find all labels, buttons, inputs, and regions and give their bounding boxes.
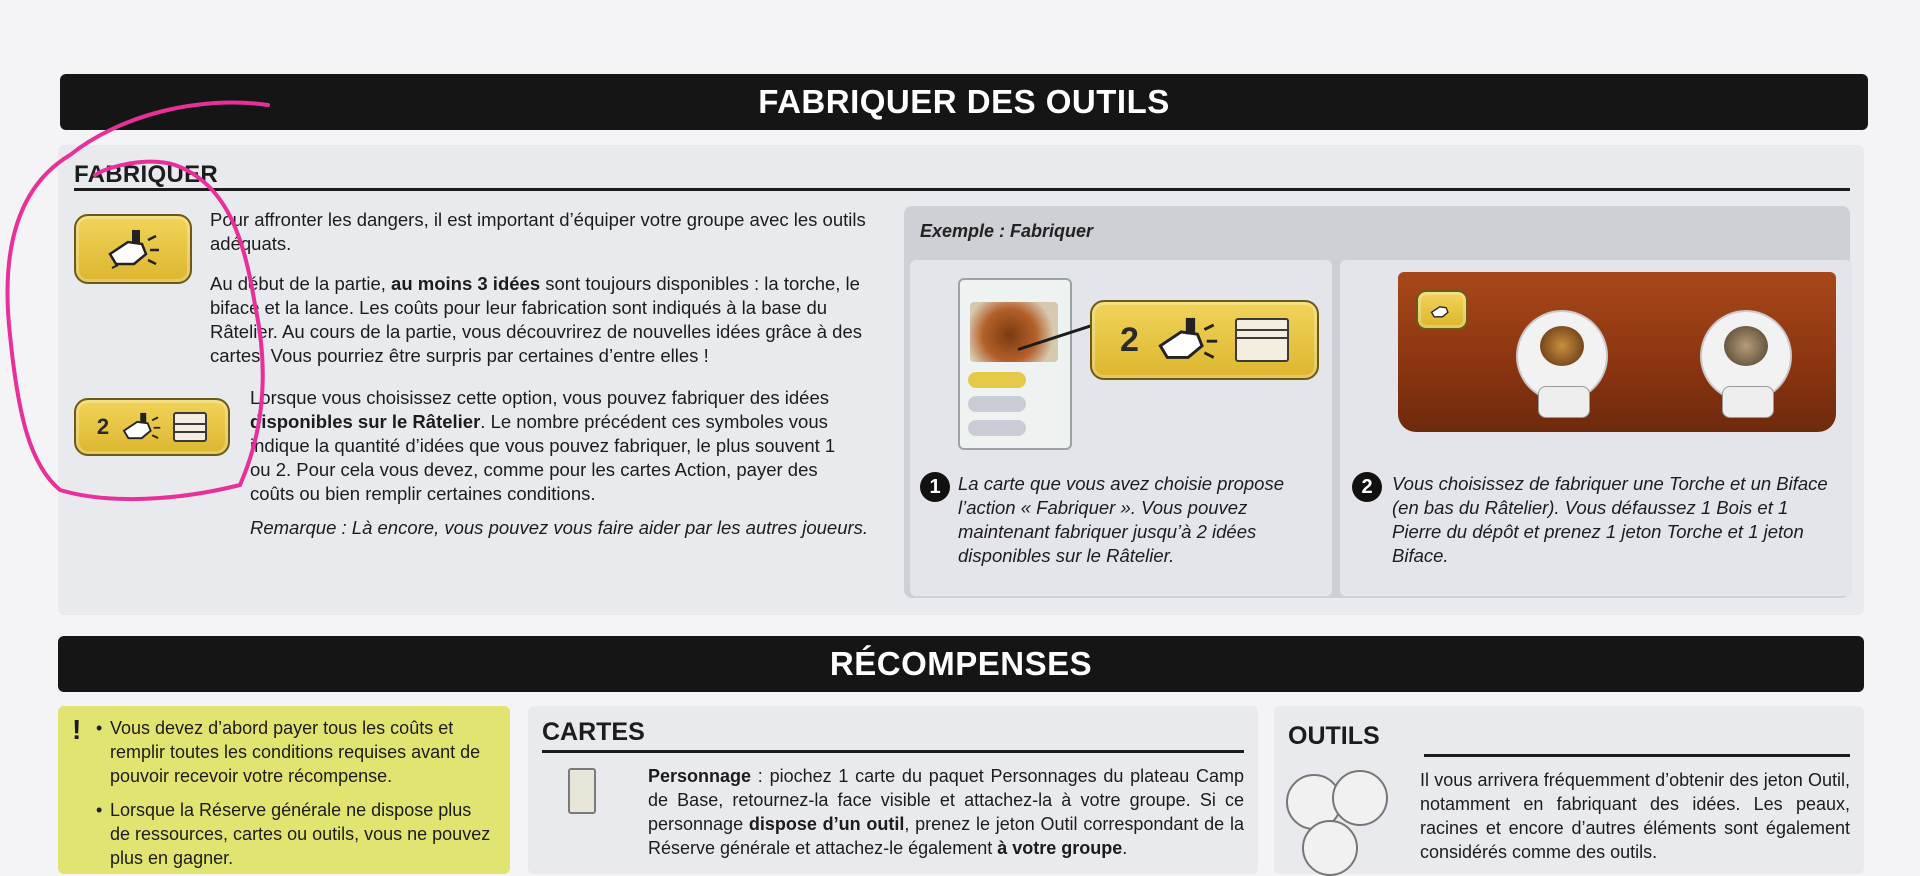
bullet-dot: • xyxy=(96,718,103,738)
torch-cost-chip xyxy=(1538,386,1590,418)
fabriquer-paragraph-1 xyxy=(210,208,890,256)
example-craft-token xyxy=(1090,300,1319,380)
fabriquer-p1-text: Pour affronter les dangers, il est important d’équiper votre groupe avec les outils adéquats. xyxy=(210,209,866,254)
warning-bullet-1 xyxy=(96,716,494,788)
craft-token-number: 2 xyxy=(96,414,110,439)
biface-cost-chip xyxy=(1722,386,1774,418)
outils-title-rule xyxy=(1424,754,1850,757)
bullet-dot: • xyxy=(96,800,103,820)
cartes-title-rule xyxy=(542,750,1244,753)
card-slot xyxy=(968,396,1026,412)
recompenses-banner-title: RÉCOMPENSES xyxy=(829,645,1093,682)
craft-action-token xyxy=(74,214,192,284)
card-art xyxy=(970,302,1058,362)
warning-mark: ! xyxy=(72,714,82,745)
step-1-badge: 1 xyxy=(920,472,950,502)
hand-craft-icon xyxy=(98,224,168,274)
hand-craft-icon xyxy=(1145,311,1229,369)
fabriquer-section-title: FABRIQUER xyxy=(74,161,219,188)
cartes-bold-personnage: Personnage xyxy=(648,766,752,786)
fabriquer-banner-title: FABRIQUER DES OUTILS xyxy=(758,83,1170,120)
fabriquer-paragraph-3 xyxy=(250,386,860,506)
cartes-bold-outil: dispose d’un outil xyxy=(748,814,905,834)
ratelier-icon xyxy=(173,412,207,442)
cartes-text-3: . xyxy=(1122,838,1128,858)
tool-token xyxy=(1332,770,1388,826)
outils-title: OUTILS xyxy=(1288,722,1380,750)
ratelier-icon xyxy=(1235,318,1289,362)
p2-pre: Au début de la partie, xyxy=(210,273,392,294)
p2-post: sont toujours disponibles : la torche, le biface et la lance. Les coûts pour leur fabrication sont indiqués à la base du Râtelier. Au cours de la partie, vous découvrirez de nouvelles idées grâce à des cartes. Vous pourriez être surpris par certaines d’entre elles ! xyxy=(210,273,862,366)
step-2-badge: 2 xyxy=(1352,472,1382,502)
cartes-text-1: : piochez 1 carte du paquet Personnages du plateau Camp de Base, retournez-la face visible et attachez-la à votre groupe. Si ce personnage xyxy=(648,766,1244,834)
biface-art xyxy=(1724,326,1768,366)
cartes-bold-groupe: à votre groupe xyxy=(997,838,1123,858)
step-1-caption: La carte que vous avez choisie propose l’action « Fabriquer ». Vous pouvez maintenant fabriquer jusqu’à 2 idées disponibles sur le Râtelier. xyxy=(958,473,1285,566)
action-card-image xyxy=(958,278,1072,450)
fabriquer-remark: Remarque : Là encore, vous pouvez vous faire aider par les autres joueurs. xyxy=(250,517,869,538)
craft-2-token xyxy=(74,398,230,456)
p3-post: . Le nombre précédent ces symboles vous indique la quantité d’idées que vous pouvez fabriquer, le plus souvent 1 ou 2. Pour cela vous devez, comme pour les cartes Action, payer des coûts ou bien remplir certaines conditions. xyxy=(250,411,836,504)
outils-paragraph: Il vous arrivera fréquemment d’obtenir des jeton Outil, notamment en fabriquant des idées. Les peaux, racines et encore d’autres éléments sont également considérés comme des outils. xyxy=(1420,770,1850,862)
card-slot xyxy=(968,420,1026,436)
biface-tool-disc xyxy=(1700,310,1792,402)
cartes-paragraph xyxy=(648,764,1244,860)
torch-art xyxy=(1540,326,1584,366)
fabriquer-banner xyxy=(60,74,1868,130)
bullet-1-text: Vous devez d’abord payer tous les coûts et remplir toutes les conditions requises avant de pouvoir recevoir votre récompense. xyxy=(110,718,481,786)
step-2-caption: Vous choisissez de fabriquer une Torche et un Biface (en bas du Râtelier). Vous défaussez 1 Bois et 1 Pierre du dépôt et prenez 1 jeton Torche et 1 jeton Biface. xyxy=(1392,473,1828,566)
tool-token xyxy=(1302,820,1358,876)
hand-craft-icon xyxy=(115,408,167,446)
fabriquer-title-rule xyxy=(74,188,1850,191)
recompenses-banner xyxy=(58,636,1864,692)
cartes-text-2: , prenez le jeton Outil correspondant de la Réserve générale et attachez-le également xyxy=(648,814,1244,858)
craft-mini-token xyxy=(1416,290,1468,330)
bullet-2-text: Lorsque la Réserve générale ne dispose plus de ressources, cartes ou outils, vous ne pouvez plus en gagner. xyxy=(110,800,491,868)
personnage-card-icon xyxy=(568,768,596,814)
p2-bold: au moins 3 idées xyxy=(391,273,541,294)
cartes-title: CARTES xyxy=(542,718,645,746)
fabriquer-paragraph-2 xyxy=(210,272,890,368)
card-slot-craft xyxy=(968,372,1026,388)
warning-bullet-2 xyxy=(96,798,494,870)
hand-craft-icon xyxy=(1426,298,1458,322)
ratelier-scene-image xyxy=(1398,272,1836,432)
example-title: Exemple : Fabriquer xyxy=(920,221,1094,241)
p3-pre: Lorsque vous choisissez cette option, vous pouvez fabriquer des idées xyxy=(250,387,829,408)
p3-bold: disponibles sur le Râtelier xyxy=(250,411,481,432)
example-token-number: 2 xyxy=(1120,320,1139,359)
torch-tool-disc xyxy=(1516,310,1608,402)
tool-tokens-icon xyxy=(1282,766,1398,874)
